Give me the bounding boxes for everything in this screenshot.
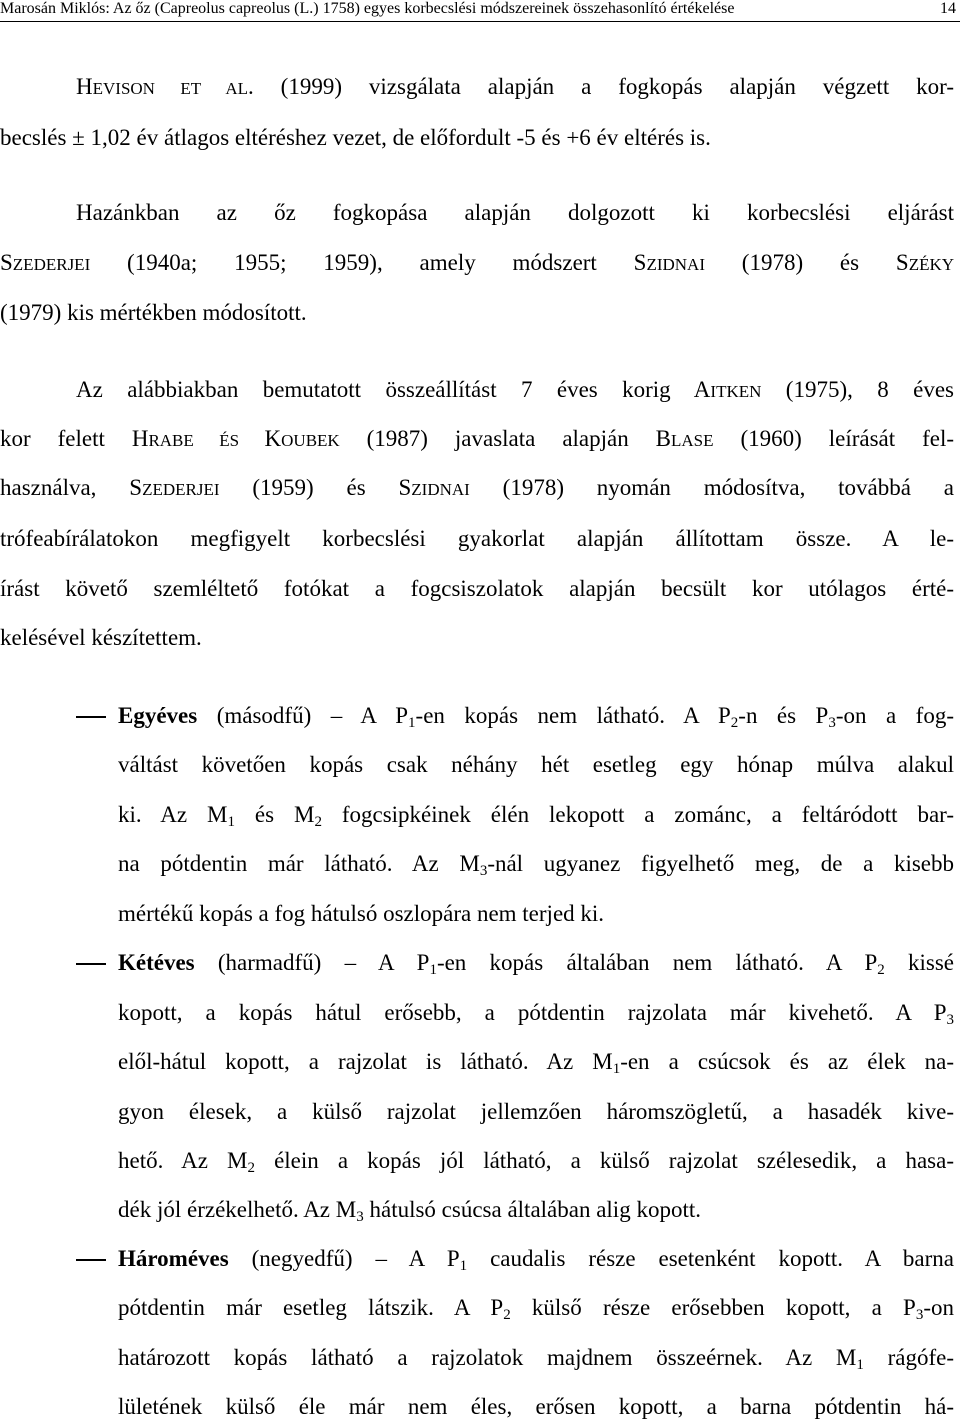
author-smallcaps: ZÉKY	[908, 255, 955, 274]
page-number: 14	[940, 0, 956, 17]
text-span: határozott kopás látható a rajzolatok majdnem összeérnek. Az M	[118, 1345, 857, 1370]
text-span: (1960) leírását fel-	[713, 426, 954, 451]
text-line	[118, 1146, 954, 1176]
running-title: Marosán Miklós: Az őz (Capreolus capreolus (L.) 1758) egyes korbecslési módszereinek összehasonlító értékelése	[0, 0, 735, 17]
subscript: 2	[247, 1160, 255, 1176]
text-line: váltást követően kopás csak néhány hét esetleg egy hónap múlva alakul	[118, 752, 954, 777]
text-line: gyon élesek, a külső rajzolat jellemzően háromszögletű, a hasadék kive-	[118, 1099, 954, 1124]
age-class-label: Egyéves	[118, 703, 198, 728]
text-line: írást követő szemléltető fotókat a fogcsiszolatok alapján becsült kor utólagos érté-	[0, 576, 954, 601]
text-line	[0, 248, 954, 280]
text-span: . (1999) vizsgálata alapján a fogkopás alapján végzett kor-	[247, 74, 954, 99]
subscript: 1	[612, 1061, 621, 1077]
text-span: -n és P	[738, 703, 829, 728]
text-line: lületének külső éle már nem éles, erősen kopott, a barna pótdentin há-	[118, 1394, 954, 1419]
running-header	[0, 0, 960, 22]
text-span: ki. Az M	[118, 802, 228, 827]
author-smallcaps: LASE	[671, 431, 714, 450]
text-line: becslés ± 1,02 év átlagos eltéréshez vezet, de előfordult -5 és +6 év eltérés is.	[0, 125, 711, 150]
text-line	[118, 1244, 954, 1274]
text-line	[118, 948, 954, 978]
text-span: (1975), 8 éves	[761, 377, 955, 402]
author-smallcaps: ZEDERJEI	[142, 480, 220, 499]
text-span: elől-hátul kopott, a rajzolat is látható. Az M	[118, 1049, 613, 1074]
text-line	[76, 72, 954, 104]
text-line	[118, 849, 954, 879]
subscript: 2	[877, 962, 885, 978]
text-span: hető. Az M	[118, 1148, 248, 1173]
author-smallcaps: ZIDNAI	[646, 255, 705, 274]
subscript: 2	[503, 1307, 511, 1323]
author-smallcaps: ITKEN	[710, 382, 762, 401]
text-span: (negyedfű)	[228, 1246, 376, 1271]
text-span: -en kopás nem látható. A P	[415, 703, 731, 728]
text-span: A P	[356, 950, 430, 975]
text-span: na pótdentin már látható. Az M	[118, 851, 480, 876]
text-span: dék jól érzékelhető. Az M	[118, 1197, 357, 1222]
subscript: 2	[314, 814, 322, 830]
text-span: (1978) és	[704, 250, 896, 275]
author-initial: S	[895, 250, 909, 275]
text-line: mértékű kopás a fog hátulsó oszlopára nem terjed ki.	[118, 901, 605, 926]
text-span: -en kopás általában nem látható. A P	[436, 950, 878, 975]
text-line	[118, 701, 954, 731]
text-span: kopott, a kopás hátul erősebb, a pótdentin rajzolata már kivehető. A P	[118, 1000, 947, 1025]
author-smallcaps: ZEDERJEI	[12, 255, 91, 274]
subscript: 3	[828, 715, 836, 731]
age-class-label: Kétéves	[118, 950, 195, 975]
text-span: használva,	[0, 475, 130, 500]
text-span: (1940a; 1955; 1959), amely módszert	[90, 250, 634, 275]
subscript: 3	[356, 1209, 364, 1225]
author-smallcaps: ZIDNAI	[411, 480, 470, 499]
text-span: és M	[234, 802, 315, 827]
text-line	[0, 473, 954, 505]
dash-bullet-icon	[76, 963, 106, 965]
author-initial: A	[693, 377, 711, 402]
text-span: caudalis része esetenként kopott. A barna	[467, 1246, 954, 1271]
text-span: –	[344, 950, 357, 975]
text-line: trófeabírálatokon megfigyelt korbecslési gyakorlat alapján állítottam össze. A le-	[0, 526, 954, 551]
text-span: rágófe-	[863, 1345, 954, 1370]
text-line	[0, 424, 954, 456]
text-line	[118, 1195, 954, 1225]
author-smallcaps: OUBEK	[281, 431, 340, 450]
author-initial: S	[129, 475, 143, 500]
text-span: (1987) javaslata alapján	[339, 426, 656, 451]
text-span: hátulsó csúcsa általában alig kopott.	[363, 1197, 701, 1222]
text-span: Az alábbiakban bemutatott összeállítást 7 éves korig	[76, 377, 694, 402]
text-line: Hazánkban az őz fogkopása alapján dolgozott ki korbecslési eljárást	[76, 200, 954, 225]
text-line	[118, 998, 954, 1028]
author-initial: H	[131, 426, 149, 451]
author-initial: S	[0, 250, 13, 275]
text-line	[118, 1047, 954, 1077]
text-span: A P	[342, 703, 409, 728]
text-span: (másodfű)	[197, 703, 331, 728]
text-span: kissé	[884, 950, 954, 975]
author-initial: B	[655, 426, 672, 451]
subscript: 3	[915, 1307, 924, 1323]
text-span: fogcsipkéinek élén lekopott a zománc, a feltáródott bar-	[321, 802, 955, 827]
author-initial: S	[398, 475, 412, 500]
dash-bullet-icon	[76, 1259, 106, 1261]
text-span: -en a csúcsok és az élek na-	[620, 1049, 954, 1074]
text-span: –	[375, 1246, 387, 1271]
author-smallcaps: EVISON ET AL	[92, 79, 248, 98]
text-span: -on	[923, 1295, 954, 1320]
text-span: pótdentin már esetleg látszik. A P	[118, 1295, 504, 1320]
text-span: külső része erősebben kopott, a P	[510, 1295, 916, 1320]
text-line	[118, 800, 954, 830]
subscript: 1	[459, 1258, 468, 1274]
subscript: 3	[946, 1012, 954, 1028]
text-line	[118, 1293, 954, 1323]
text-line	[76, 375, 954, 407]
text-line: (1979) kis mértékben módosított.	[0, 300, 307, 325]
subscript: 1	[429, 962, 437, 978]
author-smallcaps: RABE ÉS	[148, 431, 265, 450]
text-span: -on a fog-	[835, 703, 955, 728]
text-span: (harmadfű)	[194, 950, 345, 975]
text-line	[118, 1343, 954, 1373]
text-span: (1978) nyomán módosítva, továbbá a	[469, 475, 954, 500]
text-span: A P	[386, 1246, 460, 1271]
subscript: 2	[730, 715, 739, 731]
text-span: –	[330, 703, 343, 728]
subscript: 1	[856, 1357, 864, 1373]
text-line: kelésével készítettem.	[0, 625, 202, 650]
text-span: -nál ugyanez figyelhető meg, de a kisebb	[487, 851, 954, 876]
text-span: kor felett	[0, 426, 132, 451]
text-span: élein a kopás jól látható, a külső rajzolat szélesedik, a hasa-	[255, 1148, 954, 1173]
author-initial: H	[76, 74, 93, 99]
text-span: (1959) és	[219, 475, 399, 500]
subscript: 3	[479, 863, 488, 879]
age-class-label: Hároméves	[118, 1246, 229, 1271]
subscript: 1	[227, 814, 235, 830]
author-initial: K	[264, 426, 282, 451]
author-initial: S	[633, 250, 647, 275]
dash-bullet-icon	[76, 716, 106, 718]
subscript: 1	[408, 715, 416, 731]
